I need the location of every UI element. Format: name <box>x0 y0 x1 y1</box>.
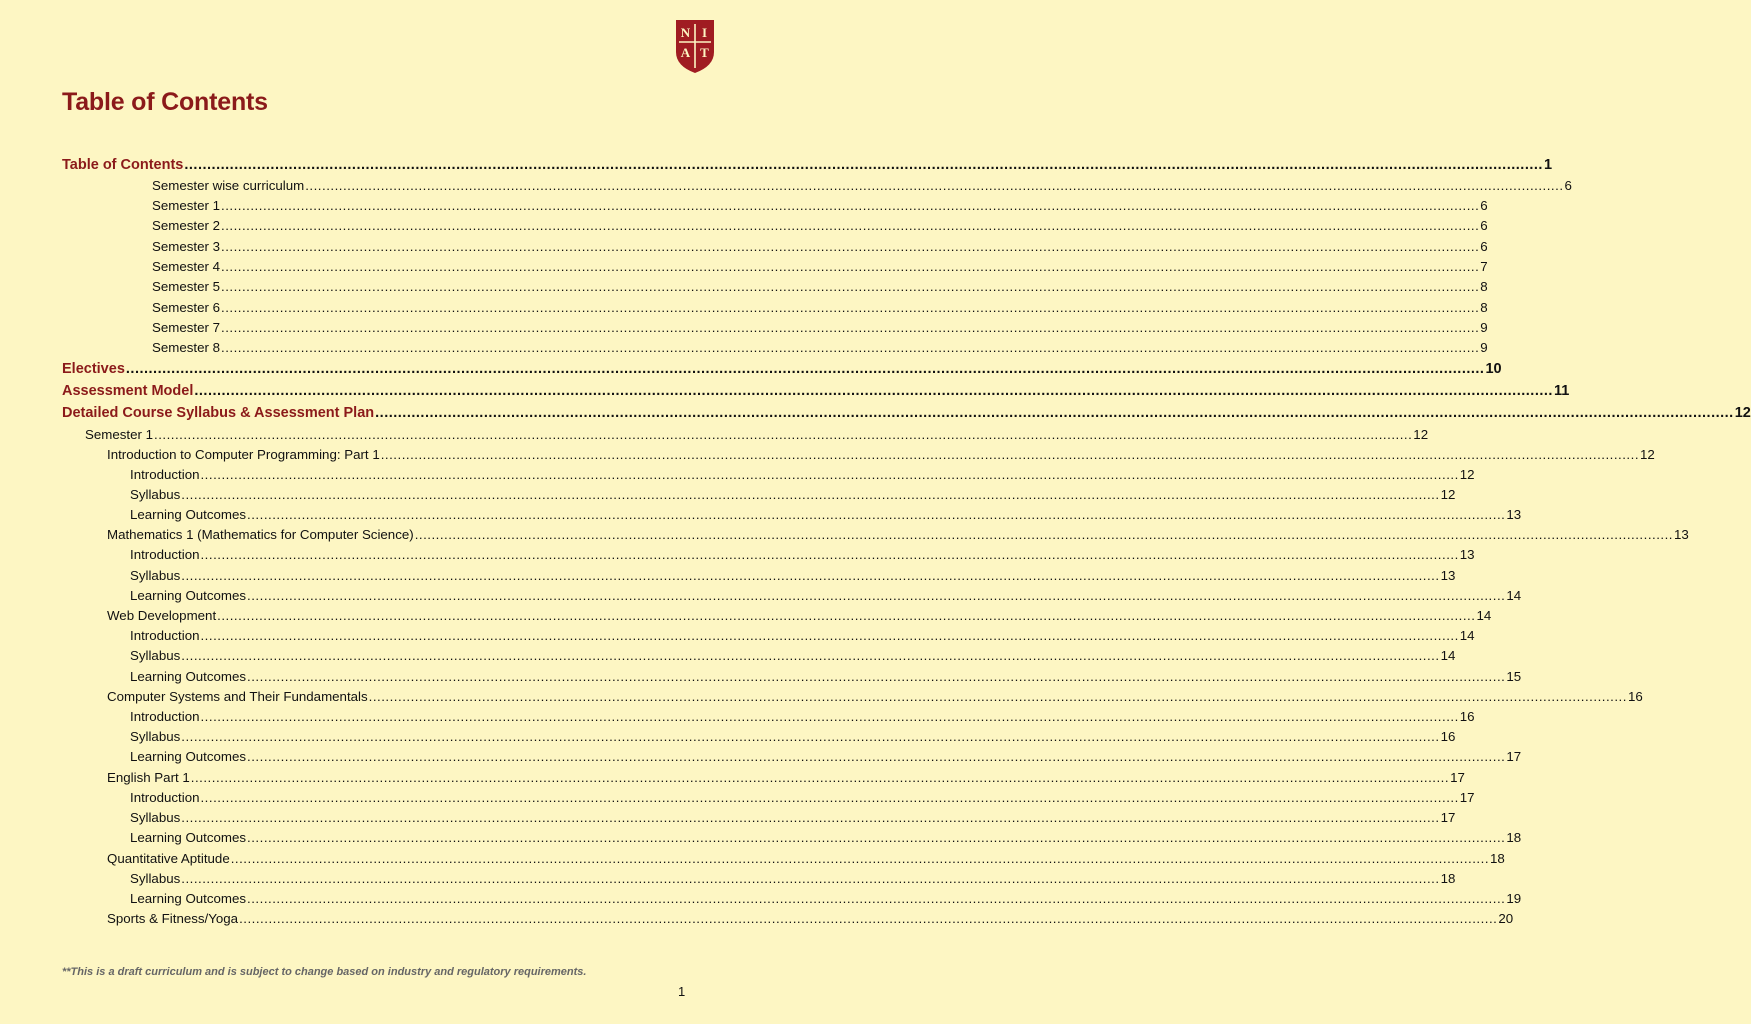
toc-entry-label: Semester 5 <box>152 279 220 294</box>
dot-leader: ............................................................................................................................................................................................................................................................................................................ <box>190 770 1450 785</box>
dot-leader: ............................................................................................................................................................................................................................................................................................................ <box>305 178 1564 193</box>
toc-entry-label: Computer Systems and Their Fundamentals <box>107 689 368 704</box>
toc-entry[interactable] <box>107 447 1655 462</box>
toc-entry-page-number: 12 <box>1734 405 1751 421</box>
dot-leader: ............................................................................................................................................................................................................................................................................................................ <box>247 507 1506 522</box>
toc-entry-page-number: 13 <box>1440 568 1456 583</box>
toc-entry-page-number: 14 <box>1440 648 1456 663</box>
toc-entry-label: Semester 7 <box>152 320 220 335</box>
toc-entry[interactable] <box>130 709 1475 724</box>
toc-entry[interactable] <box>130 749 1522 764</box>
toc-entry[interactable] <box>130 547 1475 562</box>
toc-entry-label: Quantitative Aptitude <box>107 851 230 866</box>
toc-entry-page-number: 9 <box>1480 340 1488 355</box>
toc-entry[interactable] <box>152 340 1488 355</box>
toc-entry-page-number: 13 <box>1459 547 1475 562</box>
toc-entry-page-number: 14 <box>1459 628 1475 643</box>
toc-entry[interactable] <box>130 507 1522 522</box>
toc-entry[interactable] <box>152 178 1572 193</box>
toc-entry-page-number: 16 <box>1627 689 1643 704</box>
toc-entry-page-number: 6 <box>1480 218 1488 233</box>
dot-leader: ............................................................................................................................................................................................................................................................................................................ <box>414 527 1673 542</box>
toc-entry-page-number: 16 <box>1440 729 1456 744</box>
toc-entry[interactable] <box>130 648 1456 663</box>
toc-entry[interactable] <box>152 239 1488 254</box>
toc-entry-label: Semester 3 <box>152 239 220 254</box>
toc-entry-label: Table of Contents <box>62 157 184 173</box>
toc-entry[interactable] <box>107 689 1643 704</box>
page-title: Table of Contents <box>62 88 268 116</box>
toc-entry-label: Semester 8 <box>152 340 220 355</box>
dot-leader: ............................................................................................................................................................................................................................................................................................................ <box>230 851 1490 866</box>
toc-entry-page-number: 14 <box>1506 588 1522 603</box>
toc-entry[interactable] <box>130 588 1522 603</box>
toc-entry[interactable] <box>130 669 1522 684</box>
toc-entry-page-number: 11 <box>1553 383 1570 399</box>
dot-leader: ............................................................................................................................................................................................................................................................................................................ <box>221 198 1480 213</box>
toc-entry-label: Syllabus <box>130 729 181 744</box>
toc-entry[interactable] <box>85 427 1429 442</box>
toc-entry-page-number: 17 <box>1506 749 1522 764</box>
dot-leader: ............................................................................................................................................................................................................................................................................................................ <box>217 608 1476 623</box>
toc-entry[interactable] <box>130 568 1456 583</box>
dot-leader: ............................................................................................................................................................................................................................................................................................................ <box>247 830 1506 845</box>
toc-entry-label: Mathematics 1 (Mathematics for Computer Science) <box>107 527 414 542</box>
dot-leader: ............................................................................................................................................................................................................................................................................................................ <box>221 300 1480 315</box>
toc-entry-page-number: 7 <box>1480 259 1488 274</box>
toc-entry[interactable] <box>130 891 1522 906</box>
toc-entry-label: Web Development <box>107 608 217 623</box>
toc-entry-label: Learning Outcomes <box>130 669 247 684</box>
dot-leader: ............................................................................................................................................................................................................................................................................................................ <box>181 810 1440 825</box>
logo-letter-n: N <box>680 25 691 40</box>
dot-leader: ............................................................................................................................................................................................................................................................................................................ <box>368 689 1627 704</box>
dot-leader: ............................................................................................................................................................................................................................................................................................................ <box>200 790 1459 805</box>
dot-leader: ............................................................................................................................................................................................................................................................................................................ <box>200 547 1459 562</box>
toc-entry-label: Introduction <box>130 709 200 724</box>
toc-entry-label: Electives <box>62 361 125 377</box>
toc-entry-page-number: 17 <box>1440 810 1456 825</box>
page-number: 1 <box>678 984 686 999</box>
toc-entry-label: Learning Outcomes <box>130 507 247 522</box>
dot-leader: ............................................................................................................................................................................................................................................................................................................ <box>181 487 1440 502</box>
toc-entry-page-number: 10 <box>1485 361 1502 377</box>
dot-leader: ............................................................................................................................................................................................................................................................................................................ <box>221 340 1480 355</box>
toc-entry-label: Semester 1 <box>152 198 220 213</box>
draft-disclaimer: **This is a draft curriculum and is subject to change based on industry and regulatory requirements. <box>62 966 587 978</box>
toc-entry[interactable] <box>62 361 1502 377</box>
toc-entry-page-number: 9 <box>1480 320 1488 335</box>
toc-entry[interactable] <box>130 830 1522 845</box>
toc-entry-label: Syllabus <box>130 810 181 825</box>
toc-entry[interactable] <box>152 259 1488 274</box>
toc-entry-label: Introduction <box>130 790 200 805</box>
toc-entry[interactable] <box>107 851 1505 866</box>
toc-entry[interactable] <box>107 608 1492 623</box>
toc-entry-page-number: 12 <box>1459 467 1475 482</box>
dot-leader: ............................................................................................................................................................................................................................................................................................................ <box>247 749 1506 764</box>
toc-entry-page-number: 15 <box>1506 669 1522 684</box>
toc-entry-page-number: 12 <box>1413 427 1429 442</box>
toc-entry-label: Semester 6 <box>152 300 220 315</box>
dot-leader: ............................................................................................................................................................................................................................................................................................................ <box>375 405 1734 421</box>
toc-entry-page-number: 6 <box>1564 178 1572 193</box>
toc-entry[interactable] <box>152 300 1488 315</box>
toc-entry-label: Semester 4 <box>152 259 220 274</box>
toc-entry-label: Assessment Model <box>62 383 194 399</box>
toc-entry-label: Semester wise curriculum <box>152 178 305 193</box>
toc-entry[interactable] <box>107 911 1514 926</box>
dot-leader: ............................................................................................................................................................................................................................................................................................................ <box>221 259 1480 274</box>
toc-entry[interactable] <box>152 279 1488 294</box>
dot-leader: ............................................................................................................................................................................................................................................................................................................ <box>200 628 1459 643</box>
logo-letter-a: A <box>680 45 691 60</box>
toc-entry-page-number: 12 <box>1440 487 1456 502</box>
toc-entry-page-number: 14 <box>1476 608 1492 623</box>
dot-leader: ............................................................................................................................................................................................................................................................................................................ <box>221 239 1480 254</box>
dot-leader: ............................................................................................................................................................................................................................................................................................................ <box>221 320 1480 335</box>
dot-leader: ............................................................................................................................................................................................................................................................................................................ <box>221 279 1480 294</box>
toc-entry[interactable] <box>107 770 1465 785</box>
dot-leader: ............................................................................................................................................................................................................................................................................................................ <box>184 157 1543 173</box>
toc-entry[interactable] <box>130 487 1456 502</box>
toc-entry-label: Introduction <box>130 628 200 643</box>
toc-entry-label: Semester 2 <box>152 218 220 233</box>
toc-entry-page-number: 17 <box>1450 770 1465 785</box>
logo-letter-i: I <box>701 25 708 40</box>
dot-leader: ............................................................................................................................................................................................................................................................................................................ <box>221 218 1480 233</box>
toc-entry-page-number: 20 <box>1498 911 1514 926</box>
toc-entry-page-number: 8 <box>1480 300 1488 315</box>
toc-entry[interactable] <box>62 405 1751 421</box>
toc-entry-page-number: 13 <box>1673 527 1689 542</box>
dot-leader: ............................................................................................................................................................................................................................................................................................................ <box>200 709 1459 724</box>
dot-leader: ............................................................................................................................................................................................................................................................................................................ <box>181 871 1440 886</box>
toc-entry-label: Sports & Fitness/Yoga <box>107 911 239 926</box>
toc-entry[interactable] <box>130 628 1475 643</box>
dot-leader: ............................................................................................................................................................................................................................................................................................................ <box>154 427 1413 442</box>
toc-entry[interactable] <box>152 198 1488 213</box>
logo-letter-t: T <box>700 45 709 60</box>
toc-entry-page-number: 8 <box>1480 279 1488 294</box>
toc-entry-label: Introduction <box>130 467 200 482</box>
toc-entry[interactable] <box>130 810 1456 825</box>
toc-entry-label: Learning Outcomes <box>130 891 247 906</box>
toc-entry-label: Syllabus <box>130 487 181 502</box>
toc-entry[interactable] <box>62 383 1570 399</box>
dot-leader: ............................................................................................................................................................................................................................................................................................................ <box>380 447 1640 462</box>
dot-leader: ............................................................................................................................................................................................................................................................................................................ <box>181 568 1440 583</box>
dot-leader: ............................................................................................................................................................................................................................................................................................................ <box>125 361 1485 377</box>
toc-entry-label: Semester 1 <box>85 427 153 442</box>
toc-entry-page-number: 1 <box>1543 157 1553 173</box>
dot-leader: ............................................................................................................................................................................................................................................................................................................ <box>200 467 1459 482</box>
toc-entry[interactable] <box>130 467 1475 482</box>
dot-leader: ............................................................................................................................................................................................................................................................................................................ <box>247 669 1506 684</box>
toc-entry-label: English Part 1 <box>107 770 190 785</box>
toc-entry-page-number: 13 <box>1506 507 1522 522</box>
toc-entry[interactable] <box>107 527 1689 542</box>
dot-leader: ............................................................................................................................................................................................................................................................................................................ <box>239 911 1498 926</box>
toc-entry-label: Syllabus <box>130 568 181 583</box>
toc-entry-page-number: 17 <box>1459 790 1475 805</box>
toc-entry-label: Introduction <box>130 547 200 562</box>
toc-entry-label: Learning Outcomes <box>130 588 247 603</box>
toc-entry-label: Syllabus <box>130 871 181 886</box>
toc-entry-label: Introduction to Computer Programming: Part 1 <box>107 447 380 462</box>
toc-entry-label: Learning Outcomes <box>130 830 247 845</box>
toc-entry[interactable] <box>130 729 1456 744</box>
toc-entry-page-number: 18 <box>1440 871 1456 886</box>
toc-entry-page-number: 18 <box>1506 830 1522 845</box>
toc-entry-page-number: 18 <box>1490 851 1505 866</box>
toc-entry-label: Detailed Course Syllabus & Assessment Plan <box>62 405 375 421</box>
dot-leader: ............................................................................................................................................................................................................................................................................................................ <box>181 729 1440 744</box>
dot-leader: ............................................................................................................................................................................................................................................................................................................ <box>181 648 1440 663</box>
toc-entry-page-number: 6 <box>1480 239 1488 254</box>
dot-leader: ............................................................................................................................................................................................................................................................................................................ <box>247 891 1506 906</box>
institution-logo <box>674 18 716 74</box>
toc-entry[interactable] <box>62 157 1553 173</box>
toc-entry[interactable] <box>130 790 1475 805</box>
toc-entry[interactable] <box>152 218 1488 233</box>
toc-entry-page-number: 12 <box>1640 447 1655 462</box>
toc-entry-page-number: 16 <box>1459 709 1475 724</box>
dot-leader: ............................................................................................................................................................................................................................................................................................................ <box>247 588 1506 603</box>
toc-entry[interactable] <box>152 320 1488 335</box>
toc-entry-page-number: 19 <box>1506 891 1522 906</box>
toc-entry-page-number: 6 <box>1480 198 1488 213</box>
toc-entry-label: Syllabus <box>130 648 181 663</box>
dot-leader: ............................................................................................................................................................................................................................................................................................................ <box>194 383 1553 399</box>
toc-entry-label: Learning Outcomes <box>130 749 247 764</box>
toc-entry[interactable] <box>130 871 1456 886</box>
